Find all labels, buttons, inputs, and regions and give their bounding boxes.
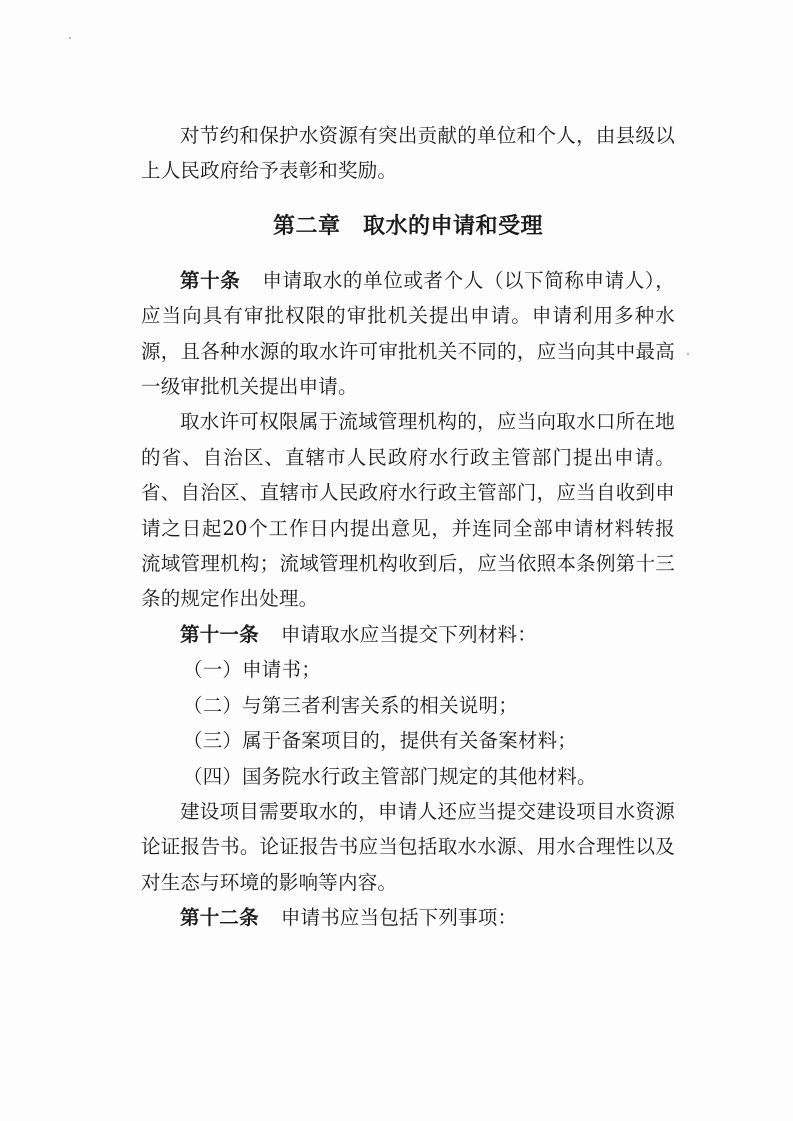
article-12-paragraph [141, 900, 675, 935]
article-10-text: 申请取水的单位或者个人（以下简称申请人），应当向具有审批权限的审批机关提出申请。申请利用多种水源，且各种水源的取水许可审批机关不同的，应当向其中最高一级审批机关提出申请。 [141, 268, 675, 399]
article-12-text: 申请书应当包括下列事项： [280, 906, 518, 930]
article-11-paragraph [141, 617, 675, 652]
document-body [141, 118, 675, 936]
scan-speck [69, 37, 71, 39]
article-12-number: 第十二条 [180, 906, 259, 930]
article-11-item-3: （三）属于备案项目的，提供有关备案材料； [183, 729, 578, 753]
article-11-number: 第十一条 [180, 622, 259, 646]
article-10-number: 第十条 [180, 268, 241, 292]
article-11-item-2: （二）与第三者利害关系的相关说明； [183, 693, 518, 717]
article-10-paragraph [141, 263, 675, 405]
article-11-item-4: （四）国务院水行政主管部门规定的其他材料。 [183, 764, 597, 788]
intro-paragraph: 对节约和保护水资源有突出贡献的单位和个人，由县级以上人民政府给予表彰和奖励。 [141, 124, 675, 183]
chapter-title: 第二章 取水的申请和受理 [272, 213, 543, 239]
article-10-paragraph-2: 取水许可权限属于流域管理机构的，应当向取水口所在地的省、自治区、直辖市人民政府水行政主管部门提出申请。省、自治区、直辖市人民政府水行政主管部门，应当自收到申请之日起20个工作日内提出意见，并连同全部申请材料转报流域管理机构；流域管理机构收到后，应当依照本条例第十三条的规定作出处理。 [141, 410, 675, 611]
article-11-item-1: （一）申请书； [183, 658, 321, 682]
article-11-text: 申请取水应当提交下列材料： [280, 622, 537, 646]
article-11-paragraph-2: 建设项目需要取水的，申请人还应当提交建设项目水资源论证报告书。论证报告书应当包括取水水源、用水合理性以及对生态与环境的影响等内容。 [141, 799, 675, 894]
scan-speck [687, 353, 689, 355]
